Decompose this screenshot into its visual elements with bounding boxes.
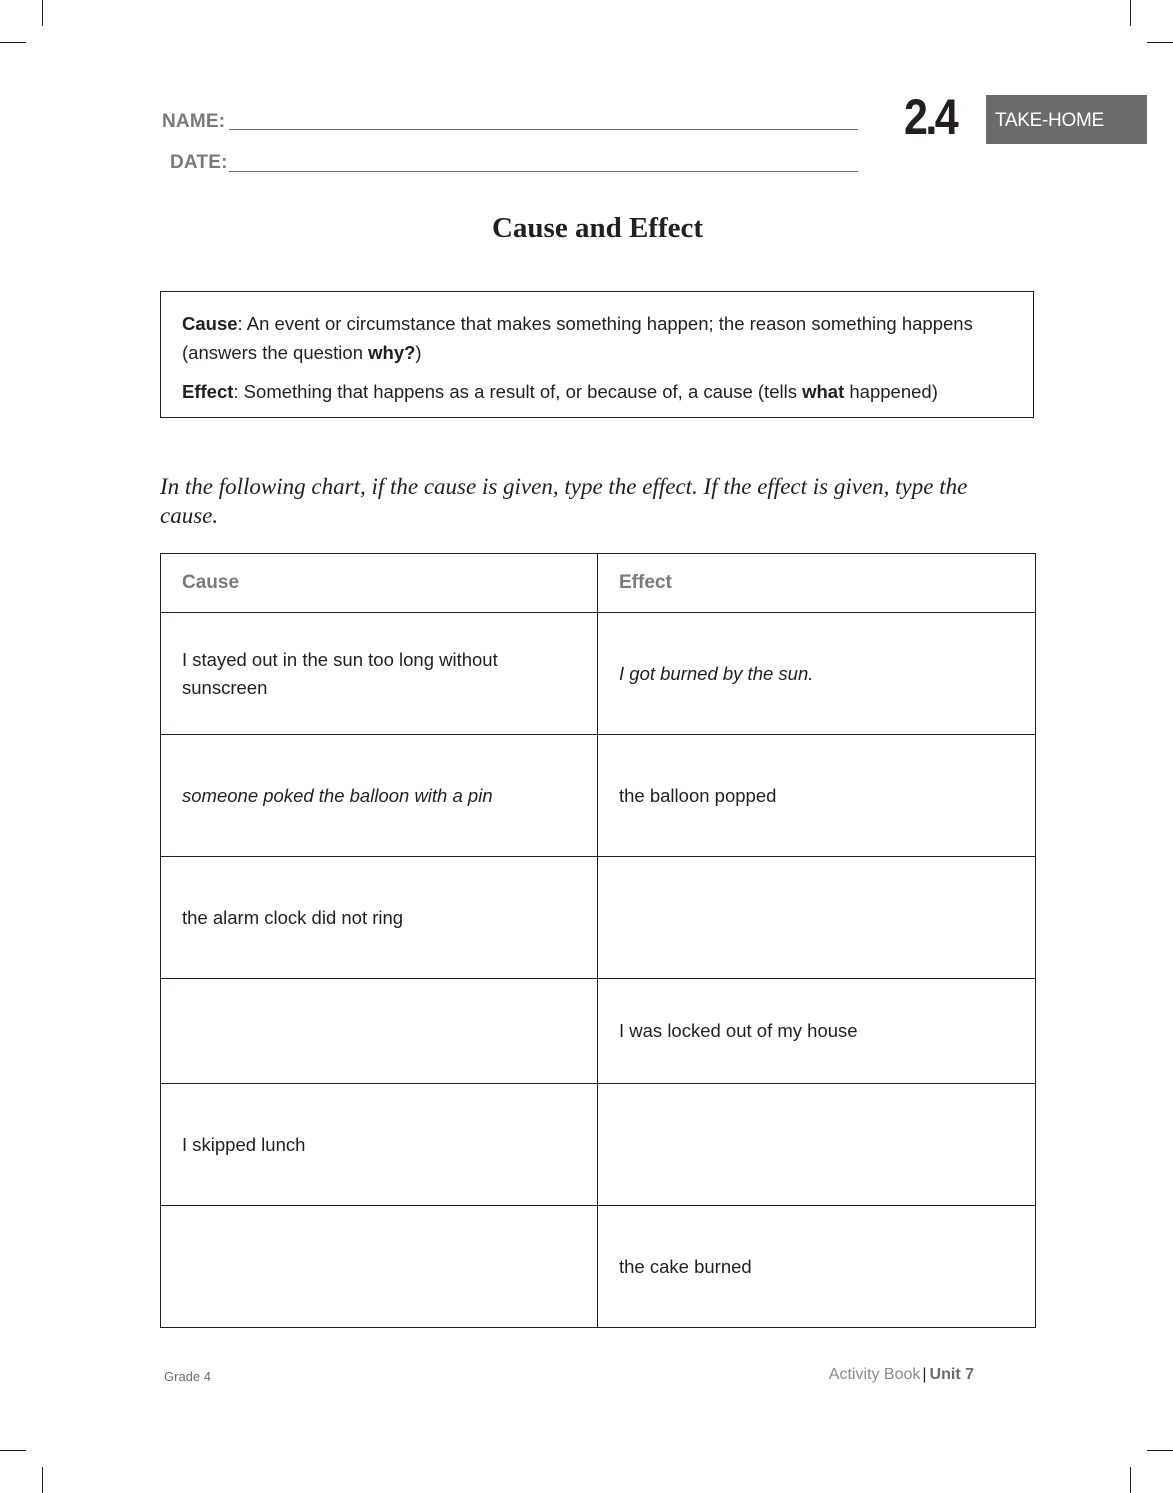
effect-definition — [182, 377, 1013, 406]
take-home-tag: TAKE-HOME — [986, 95, 1147, 144]
footer-separator: | — [922, 1366, 927, 1383]
table-row — [161, 857, 1036, 979]
cause-answer-cell[interactable] — [161, 1206, 598, 1328]
cause-answer-cell[interactable] — [161, 979, 598, 1084]
cause-cell: I stayed out in the sun too long without sunscreen — [161, 613, 598, 735]
footer-grade: Grade 4 — [164, 1369, 211, 1384]
table-header-row — [161, 554, 1036, 613]
name-label: NAME: — [162, 111, 226, 132]
effect-cell: I was locked out of my house — [598, 979, 1036, 1084]
cause-bold-word: why? — [368, 342, 416, 363]
cause-cell: someone poked the balloon with a pin — [161, 735, 598, 857]
effect-text-end: happened) — [844, 381, 938, 402]
table-row — [161, 1206, 1036, 1328]
page-title: Cause and Effect — [491, 212, 704, 244]
effect-answer-cell[interactable] — [598, 1084, 1036, 1206]
effect-cell: the balloon popped — [598, 735, 1036, 857]
crop-mark — [1130, 1467, 1131, 1493]
cause-term: Cause — [182, 313, 238, 334]
instructions: In the following chart, if the cause is given, type the effect. If the effect is given, type the cause. — [160, 474, 968, 528]
cause-definition — [182, 309, 1013, 367]
footer-unit: Unit 7 — [929, 1366, 974, 1383]
footer-book: Activity Book — [828, 1366, 921, 1383]
effect-cell: I got burned by the sun. — [598, 613, 1036, 735]
table-row — [161, 979, 1036, 1084]
effect-text: : Something that happens as a result of, or because of, a cause (tells — [233, 381, 803, 402]
lesson-number: 2.4 — [904, 89, 957, 145]
table-row — [161, 1084, 1036, 1206]
definitions-box — [160, 291, 1034, 418]
crop-mark — [42, 1467, 43, 1493]
cause-text: : An event or circumstance that makes something happen; the reason something happens (answers the question — [182, 313, 973, 363]
cause-effect-table — [160, 553, 1036, 1328]
effect-term: Effect — [182, 381, 234, 402]
effect-cell: the cake burned — [598, 1206, 1036, 1328]
date-field[interactable] — [229, 171, 858, 172]
crop-mark — [0, 1450, 26, 1451]
date-label: DATE: — [170, 152, 228, 173]
crop-mark — [0, 42, 26, 43]
effect-answer-cell[interactable] — [598, 857, 1036, 979]
cause-cell: the alarm clock did not ring — [161, 857, 598, 979]
cause-text-end: ) — [415, 342, 422, 363]
crop-mark — [42, 0, 43, 26]
header-cause: Cause — [161, 554, 598, 613]
crop-mark — [1147, 42, 1173, 43]
header-effect: Effect — [598, 554, 1036, 613]
cause-cell: I skipped lunch — [161, 1084, 598, 1206]
table-row — [161, 735, 1036, 857]
crop-mark — [1130, 0, 1131, 26]
effect-bold-word: what — [802, 381, 845, 402]
name-field[interactable] — [229, 129, 858, 130]
footer-book-unit — [829, 1366, 974, 1384]
table-row — [161, 613, 1036, 735]
crop-mark — [1147, 1450, 1173, 1451]
